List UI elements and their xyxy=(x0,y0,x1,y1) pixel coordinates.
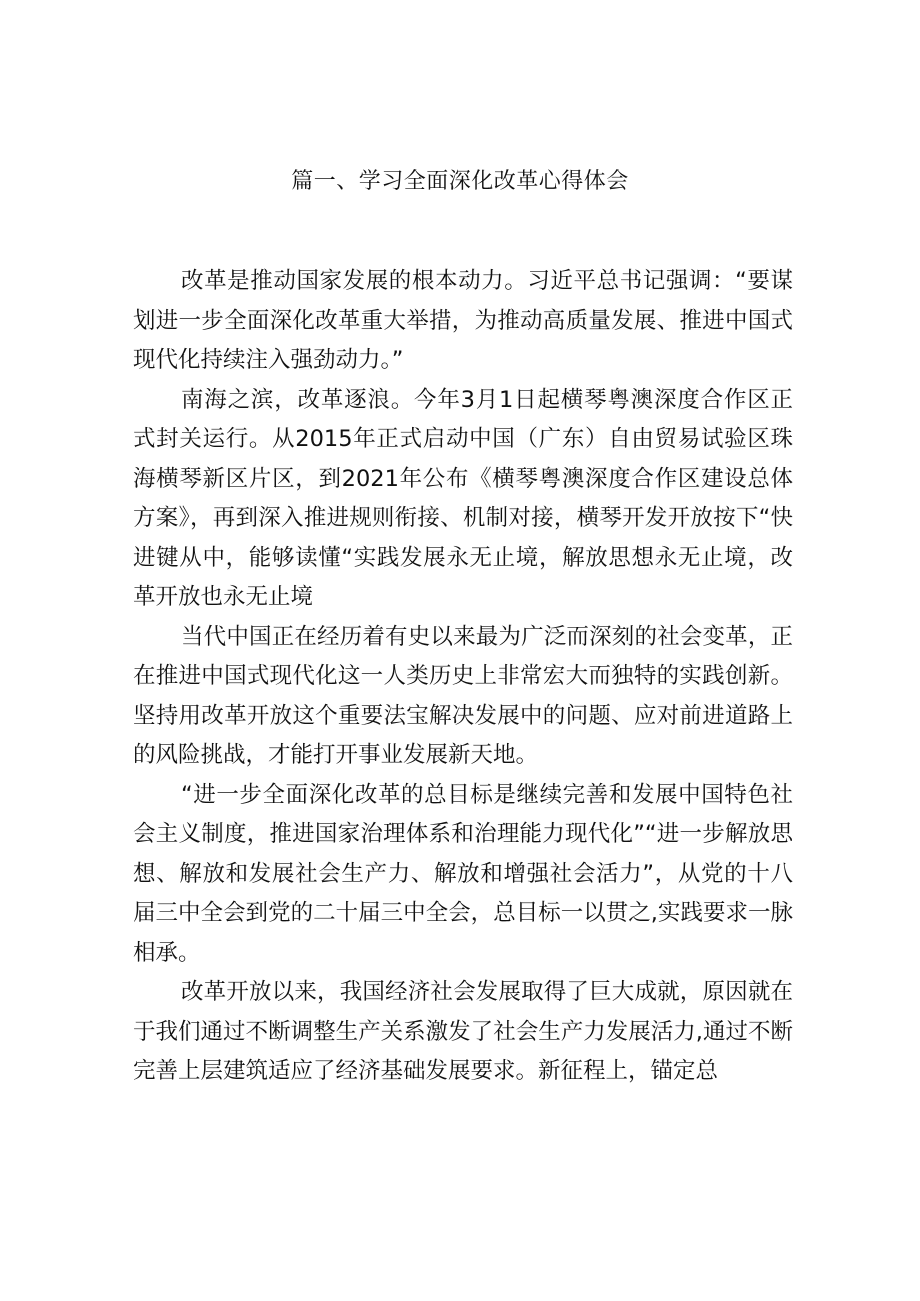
paragraph-1: 改革是推动国家发展的根本动力。习近平总书记强调：“要谋划进一步全面深化改革重大举措，为推动高质量发展、推进中国式现代化持续注入强劲动力。” xyxy=(133,268,793,373)
paragraph-4: “进一步全面深化改革的总目标是继续完善和发展中国特色社会主义制度，推进国家治理体系和治理能力现代化”“进一步解放思想、解放和发展社会生产力、解放和增强社会活力”，从党的十八届三中全会到党的二十届三中全会，总目标一以贯之,实践要求一脉相承。 xyxy=(133,781,793,966)
paragraph-5: 改革开放以来，我国经济社会发展取得了巨大成就，原因就在于我们通过不断调整生产关系激发了社会生产力发展活力,通过不断完善上层建筑适应了经济基础发展要求。新征程上，锚定总 xyxy=(133,979,793,1084)
paragraph-3: 当代中国正在经历着有史以来最为广泛而深刻的社会变革，正在推进中国式现代化这一人类历史上非常宏大而独特的实践创新。坚持用改革开放这个重要法宝解决发展中的问题、应对前进道路上的风险挑战，才能打开事业发展新天地。 xyxy=(133,623,793,768)
document-title: 篇一、学习全面深化改革心得体会 xyxy=(291,169,629,194)
document-body xyxy=(133,262,793,1092)
paragraph-2: 南海之滨，改革逐浪。今年3月1日起横琴粤澳深度合作区正式封关运行。从2015年正式启动中国（广东）自由贸易试验区珠海横琴新区片区，到2021年公布《横琴粤澳深度合作区建设总体方案》，再到深入推进规则衔接、机制对接，横琴开发开放按下“快进键从中，能够读懂“实践发展永无止境，解放思想永无止境，改革开放也永无止境 xyxy=(133,386,793,610)
